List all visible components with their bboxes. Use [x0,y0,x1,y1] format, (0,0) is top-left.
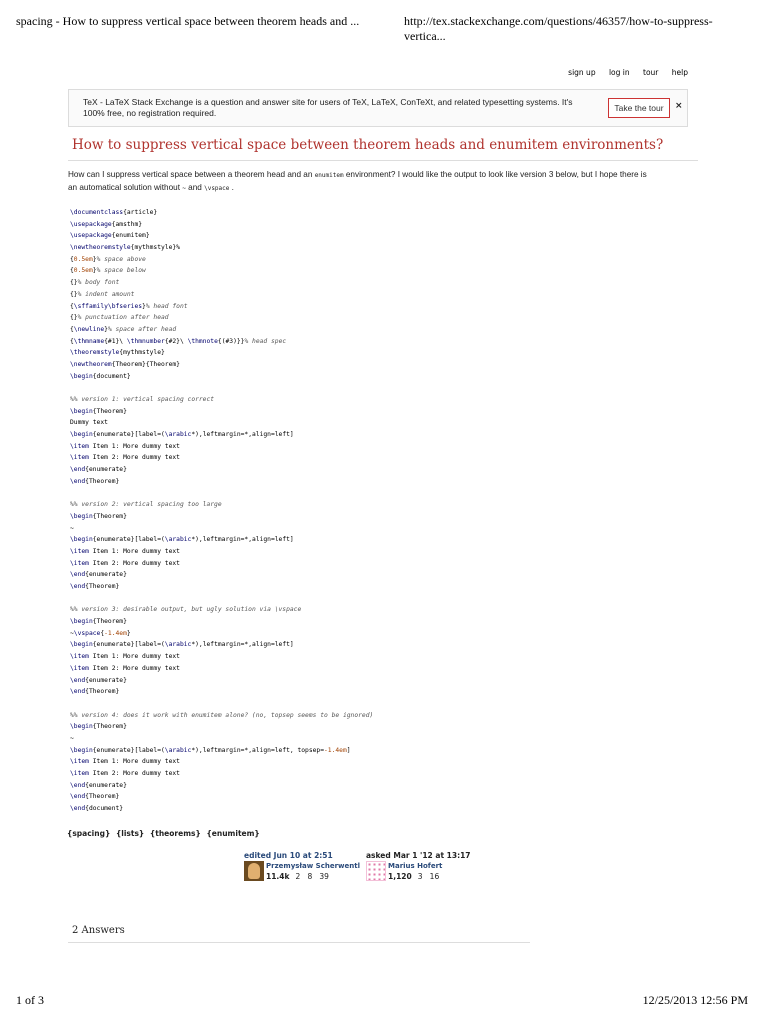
code-token: Item 1: More dummy text [88,442,180,450]
body-text: environment? I would like the output to look like version 3 below, but I hope there is an automatical solution without [68,170,647,192]
code-line [70,534,373,546]
code-line [70,721,373,733]
code-token: { [100,629,105,637]
question-title[interactable]: How to suppress vertical space between theorem heads and enumitem environments? [72,137,664,153]
code-token: Item 2: More dummy text [88,664,180,672]
code-token: {enumerate}[label=( [92,746,165,754]
code-token: \thmnote [187,337,218,345]
code-token: {#2}\ [164,337,188,345]
code-line [70,768,373,780]
code-line [70,523,373,535]
code-token: { [70,255,74,263]
code-line [70,546,373,558]
body-text: and [185,183,205,192]
code-token: \end [70,583,86,590]
code-token: % space above [96,255,146,263]
code-line [70,686,373,698]
site-banner [68,89,688,127]
code-line [70,663,373,675]
code-token: *),leftmargin=*,align=left] [191,431,294,439]
code-token: Item 1: More dummy text [88,758,180,766]
code-line [70,569,373,581]
code-token: } [142,302,146,310]
code-token: Item 1: More dummy text [88,653,180,661]
editor-signature [244,851,362,887]
code-line [70,242,373,254]
code-line [70,347,373,359]
code-token: \begin [70,372,93,380]
code-line [70,219,373,231]
code-line [70,452,373,464]
code-token: -1.4em [324,746,347,754]
code-line [70,581,373,593]
asked-time: asked Mar 1 '12 at 13:17 [366,851,471,860]
tag-spacing[interactable]: {spacing} [67,829,111,838]
code-token: \begin [70,618,93,626]
code-line [70,616,373,628]
code-token: \begin [70,407,93,415]
print-datetime: 12/25/2013 12:56 PM [642,993,748,1007]
code-line [70,756,373,768]
code-token: {Theorem} [92,618,127,626]
code-token: *),leftmargin=*,align=left, topsep= [191,746,325,754]
code-line [70,780,373,792]
code-line [70,604,373,616]
code-line [70,359,373,371]
bronze-badge-count: 16 [429,872,440,881]
body-text: . [229,183,234,192]
code-line [70,745,373,757]
code-token: ~ [70,629,74,637]
asker-name-link[interactable]: Marius Hofert [388,862,443,870]
code-token: \item [70,454,89,462]
code-line [70,639,373,651]
code-token: } [104,325,108,333]
code-token: {enumerate} [85,676,127,684]
code-line [70,371,373,383]
code-token: { [70,267,74,275]
editor-reputation [266,872,329,881]
code-token: \end [70,571,86,579]
code-line [70,791,373,803]
code-token: \newtheorem [70,360,112,368]
banner-text: TeX - LaTeX Stack Exchange is a question and answer site for users of TeX, LaTeX, ConTeXt, and related typesetting systems. It's 100% free, no registration required. [83,97,573,118]
code-token: \thmname [73,337,105,345]
code-token: \begin [70,431,93,439]
code-token: %% version 2: vertical spacing too large [70,501,222,509]
code-line [70,651,373,663]
code-token: \arabic [164,641,192,649]
code-line [70,558,373,570]
avatar[interactable] [366,861,386,881]
code-token: {article} [123,209,158,216]
code-token: \arabic [164,431,192,439]
code-token: \item [70,653,89,661]
editor-name-link[interactable]: Przemysław Scherwentl [266,862,360,870]
print-header [16,14,752,43]
code-token: { [70,337,74,345]
code-token: {amsthm} [111,220,143,228]
code-token: Item 2: More dummy text [88,770,180,777]
question-body [68,169,648,195]
title-divider [68,160,698,161]
code-token: {} [70,314,78,322]
code-line [70,733,373,745]
code-token: { [70,302,74,310]
code-token: 0.5em [73,267,93,275]
code-token: {Theorem} [85,477,120,485]
code-line [70,324,373,336]
code-line [70,499,373,511]
code-token: %% version 4: does it work with enumitem alone? (no, topsep seems to be ignored) [70,711,374,719]
code-token: {enumerate}[label=( [92,536,165,544]
code-line [70,382,373,394]
code-token: \item [70,758,89,766]
code-line [70,628,373,640]
code-line [70,675,373,687]
code-token: \end [70,781,86,789]
code-token: {enumerate}[label=( [92,431,165,439]
code-line [70,417,373,429]
code-token: { [70,325,74,333]
code-token: {enumitem} [111,232,150,240]
code-block [70,207,373,815]
code-token: } [92,267,97,275]
code-token: \end [70,477,86,485]
code-token: \thmnumber [126,337,165,345]
code-token: {enumerate}[label=( [92,641,165,649]
code-line [70,803,373,815]
code-line [70,429,373,441]
code-token: \usepackage [70,220,112,228]
code-line [70,406,373,418]
code-token: \sffamily\bfseries [73,302,143,310]
code-token: \usepackage [70,232,112,240]
code-token: {enumerate} [85,571,127,579]
code-token: \begin [70,536,93,544]
code-token: {(#3)}} [217,337,245,345]
code-token: {enumerate} [85,466,127,474]
take-the-tour-button[interactable]: Take the tour [608,98,670,118]
code-token: {Theorem} [85,793,120,801]
code-line [70,394,373,406]
code-token: Dummy text [70,419,108,427]
avatar[interactable] [244,861,264,881]
code-line [70,441,373,453]
silver-badge-count: 3 [417,872,423,881]
code-token: {Theorem} [92,723,127,731]
code-token: ~ [70,734,74,742]
code-line [70,254,373,266]
help-link[interactable]: help [671,68,688,77]
inline-code: enumitem [314,172,344,179]
asker-reputation [388,872,439,881]
top-nav [557,68,688,77]
asker-signature [366,851,484,887]
code-token: \vspace [73,629,101,637]
code-line [70,488,373,500]
code-line [70,301,373,313]
code-token: % body font [77,279,120,287]
code-token: \begin [70,512,93,520]
code-line [70,511,373,523]
code-token: \item [70,547,89,555]
inline-code: \vspace [204,185,230,192]
code-token: \theoremstyle [70,349,120,357]
bronze-badge-count: 39 [319,872,329,881]
code-token: {mythmstyle}% [130,244,180,252]
code-line [70,593,373,605]
code-token: {Theorem} [85,583,120,590]
code-token: \end [70,688,86,696]
code-token: \arabic [164,746,192,754]
code-token: % head font [145,302,188,310]
code-token: \begin [70,746,93,754]
code-token: % head spec [244,337,287,345]
code-token: ] [346,746,351,754]
silver-badge-count: 8 [307,872,313,881]
code-token: \end [70,466,86,474]
code-token: {document} [92,372,131,380]
code-line [70,698,373,710]
reputation-score: 11.4k [266,872,290,881]
code-token: Item 2: More dummy text [88,559,180,567]
code-token: \item [70,770,89,777]
page-number: 1 of 3 [16,993,44,1007]
log-in-link[interactable]: log in [608,68,630,77]
code-token: % punctuation after head [77,314,169,322]
code-token: \end [70,805,86,813]
reputation-score: 1,120 [388,872,412,881]
code-token: {document} [85,805,124,813]
code-token: \begin [70,641,93,649]
inline-code: ~ [182,185,186,192]
body-text: How can I suppress vertical space between a theorem head and an [68,170,315,179]
code-token: -1.4em [104,629,127,637]
edited-time-link[interactable]: edited Jun 10 at 2:51 [244,851,333,860]
code-line [70,312,373,324]
code-token: \newtheoremstyle [70,244,131,252]
code-token: {Theorem}{Theorem} [111,360,180,368]
code-token: %% version 1: vertical spacing correct [70,396,215,403]
code-token: {Theorem} [85,688,120,696]
code-token: 0.5em [73,255,93,263]
code-token: *),leftmargin=*,align=left] [191,536,294,544]
code-line [70,265,373,277]
code-line [70,710,373,722]
code-token: } [126,629,131,637]
code-token: {} [70,279,78,287]
code-line [70,464,373,476]
code-line [70,476,373,488]
code-line [70,277,373,289]
code-token: } [92,255,97,263]
code-token: {enumerate} [85,781,127,789]
code-token: {Theorem} [92,512,127,520]
answers-divider [68,942,530,943]
tag-lists[interactable]: {lists} [115,829,145,838]
code-token: *),leftmargin=*,align=left] [191,641,294,649]
sign-up-link[interactable]: sign up [568,68,596,77]
code-token: \item [70,664,89,672]
print-page-title: spacing - How to suppress vertical space between theorem heads and ... [16,14,360,28]
close-icon[interactable]: × [675,101,683,111]
code-token: ~ [70,524,74,532]
code-token: \arabic [164,536,192,544]
code-token: % indent amount [77,290,135,298]
code-token: \newline [73,325,105,333]
answers-header: 2 Answers [72,925,125,936]
code-token: {mythmstyle} [119,349,165,357]
code-line [70,289,373,301]
tour-link[interactable]: tour [643,68,659,77]
code-token: {} [70,290,78,298]
code-token: \end [70,793,86,801]
code-line [70,336,373,348]
code-token: \begin [70,723,93,731]
tag-enumitem[interactable]: {enumitem} [206,829,260,838]
code-token: \item [70,559,89,567]
gold-badge-count: 2 [295,872,301,881]
code-token: \documentclass [70,209,124,216]
code-token: % space below [96,267,146,275]
tag-list [67,829,263,838]
code-token: \item [70,442,89,450]
code-token: {#1}\ [104,337,127,345]
code-token: Item 2: More dummy text [88,454,180,462]
code-token: Item 1: More dummy text [88,547,180,555]
code-line [70,230,373,242]
code-line [70,207,373,219]
code-token: {Theorem} [92,407,127,415]
code-token: \end [70,676,86,684]
tag-theorems[interactable]: {theorems} [149,829,201,838]
print-page-url: http://tex.stackexchange.com/questions/46357/how-to-suppress-vertica... [404,14,713,43]
code-token: %% version 3: desirable output, but ugly solution via \vspace [70,606,302,614]
code-token: % space after head [107,325,177,333]
